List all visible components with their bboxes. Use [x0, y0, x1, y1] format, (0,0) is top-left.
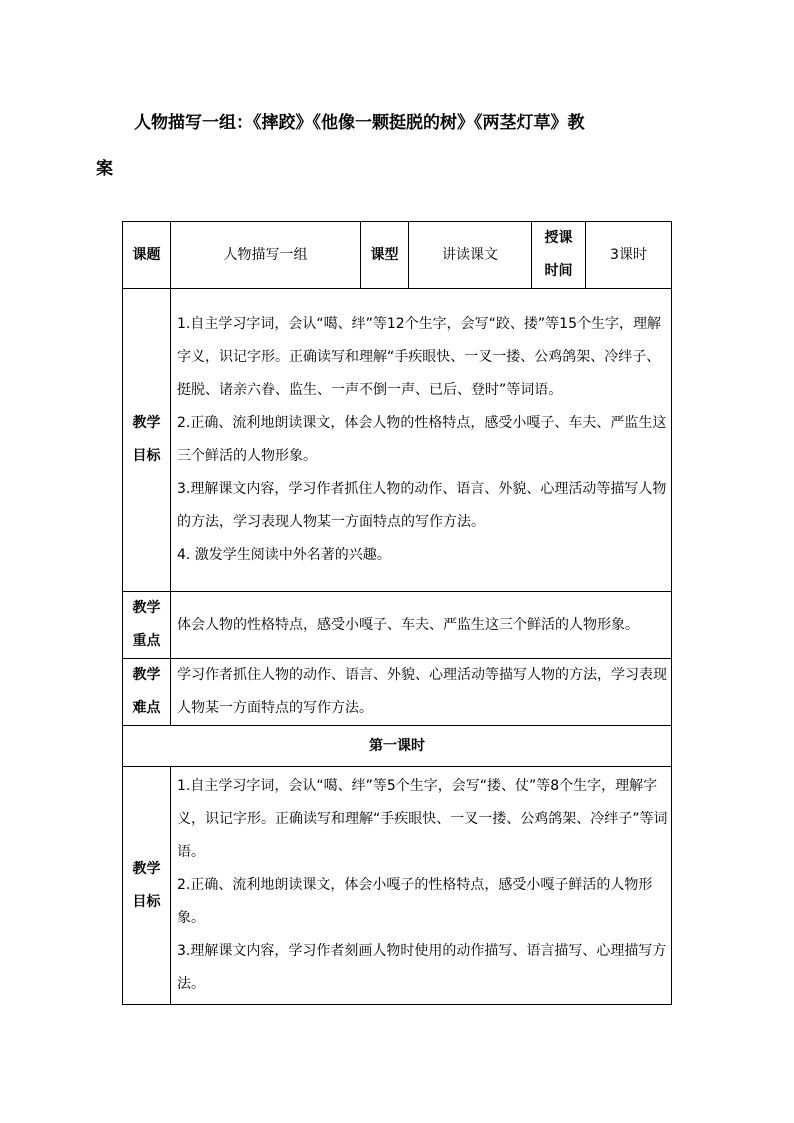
course-label: 课题: [123, 222, 171, 289]
goal-item: 2.正确、流利地朗读课文，体会人物的性格特点，感受小嘎子、车夫、严监生这三个鲜活的人物形象。: [177, 415, 667, 464]
goal-item: 1.自主学习字词，会认“噶、绊”等12个生字，会写“跤、搂”等15个生字，理解字义，识记字形。正确读写和理解“手疾眼快、一叉一搂、公鸡鸽架、冷绊子、挺脱、诸亲六眷、监生、一声不倒一声、已后、登时”等词语。: [177, 316, 661, 398]
difficulties-content: 学习作者抓住人物的动作、语言、外貌、心理活动等描写人物的方法，学习表现人物某一方面特点的写作方法。: [171, 659, 672, 726]
goal-item: 3.理解课文内容，学习作者抓住人物的动作、语言、外貌、心理活动等描写人物的方法，学习表现人物某一方面特点的写作方法。: [177, 481, 667, 530]
lesson1-goals-content: [171, 767, 672, 1005]
type-label: 课型: [361, 222, 409, 289]
type-value: 讲读课文: [409, 222, 532, 289]
goals-label-line-2: 目标: [132, 448, 161, 464]
lesson1-goals-label-line-1: 教学: [132, 860, 161, 877]
lesson-plan-table: [122, 221, 672, 1005]
table-row-key-points: [123, 592, 672, 659]
table-row-goals: [123, 289, 672, 592]
table-row-header: [123, 222, 672, 289]
goals-label: [123, 289, 171, 592]
time-label: [532, 222, 586, 289]
key-points-label-line-1: 教学: [132, 600, 161, 616]
table-row-section: [123, 726, 672, 767]
title-line-2: 案: [96, 159, 113, 179]
difficulties-label-line-1: 教学: [132, 667, 161, 683]
goal-item: 1.自主学习字词，会认“噶、绊”等5个生字，会写“搂、仗”等8个生字，理解字义，识记字形。正确读写和理解“手疾眼快、一叉一搂、公鸡鸽架、冷绊子”等词语。: [177, 778, 668, 860]
time-label-line-2: 时间: [544, 263, 573, 279]
difficulties-label-line-2: 难点: [132, 700, 161, 716]
lesson1-goals-label-line-2: 目标: [132, 893, 161, 910]
table-row-lesson1-goals: [123, 767, 672, 1005]
key-points-label-line-2: 重点: [132, 633, 161, 649]
lesson1-goals-label: [123, 767, 171, 1005]
goal-item: 4. 激发学生阅读中外名著的兴趣。: [177, 547, 391, 563]
title-line-1: 人物描写一组：《摔跤》《他像一颗挺脱的树》《两茎灯草》教: [134, 113, 585, 133]
goals-content: [171, 289, 672, 592]
goal-item: 2.正确、流利地朗读课文，体会小嘎子的性格特点，感受小嘎子鲜活的人物形象。: [177, 877, 653, 926]
course-value: 人物描写一组: [171, 222, 361, 289]
table-row-difficulties: [123, 659, 672, 726]
document-title: [96, 100, 696, 192]
key-points-label: [123, 592, 171, 659]
time-label-line-1: 授课: [544, 230, 573, 246]
difficulties-label: [123, 659, 171, 726]
goal-item: 3.理解课文内容，学习作者刻画人物时使用的动作描写、语言描写、心理描写方法。: [177, 943, 667, 992]
time-value: 3课时: [586, 222, 672, 289]
goals-label-line-1: 教学: [132, 415, 161, 431]
key-points-content: 体会人物的性格特点，感受小嘎子、车夫、严监生这三个鲜活的人物形象。: [171, 592, 672, 659]
section-title: 第一课时: [123, 726, 672, 767]
